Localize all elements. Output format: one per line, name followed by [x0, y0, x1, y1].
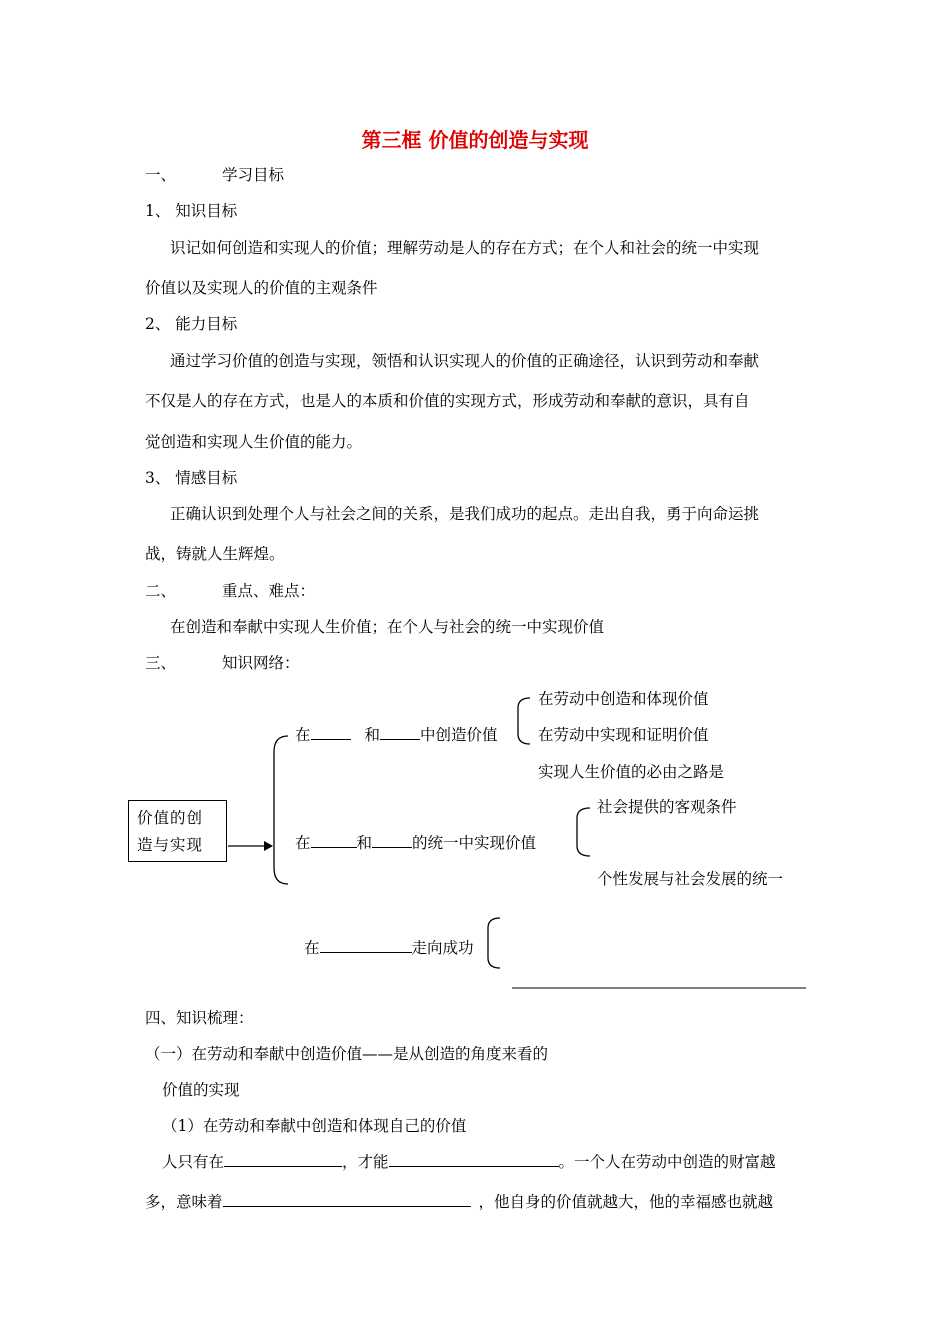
fill-blank[interactable]: [389, 1152, 559, 1167]
branch-text: 的统一中实现价值: [412, 834, 537, 852]
box-text: 价值的创: [137, 809, 204, 827]
branch-text: 在: [295, 726, 311, 744]
fill-blank[interactable]: [223, 1192, 471, 1207]
box-text: 造与实现: [137, 836, 204, 854]
fill-line-2: [145, 1190, 773, 1212]
branch-text: 中创造价值: [420, 726, 498, 744]
section-label: 重点、难点：: [222, 582, 316, 600]
fill-line-1: [162, 1150, 776, 1172]
section-number: 二、: [145, 582, 177, 600]
fill-text: ，才能: [342, 1153, 389, 1171]
branch1-label: [295, 723, 498, 745]
fill-text: 。一个人在劳动中创造的财富越: [558, 1153, 776, 1171]
diagram-root-box: [128, 800, 227, 862]
paragraph-line: 价值以及实现人的价值的主观条件: [145, 279, 378, 297]
subheading-ability: 2、 能力目标: [145, 315, 238, 333]
fill-text: 多，意味着: [145, 1193, 223, 1211]
fill-blank[interactable]: [224, 1152, 342, 1167]
page-title: 第三框 价值的创造与实现: [361, 128, 589, 152]
branch1-brace: [518, 698, 530, 744]
fill-blank[interactable]: [320, 938, 412, 953]
fill-text: ，他自身的价值就越大，他的幸福感也就越: [478, 1193, 774, 1211]
branch-text: 在: [304, 939, 320, 957]
paragraph-line: 战，铸就人生辉煌。: [145, 545, 285, 563]
paragraph-line: 在创造和奉献中实现人生价值；在个人与社会的统一中实现价值: [170, 618, 605, 636]
section-label: 知识网络：: [222, 654, 300, 672]
branch2-item: 社会提供的客观条件: [597, 798, 737, 816]
section-number: 一、: [145, 166, 177, 184]
subsection-heading: （一）在劳动和奉献中创造价值——是从创造的角度来看的: [145, 1045, 549, 1063]
branch1-item: 在劳动中创造和体现价值: [538, 690, 709, 708]
subheading-knowledge: 1、 知识目标: [145, 202, 238, 220]
section-4-heading: 四、知识梳理：: [145, 1009, 254, 1027]
branch-text: 在: [295, 834, 311, 852]
section-number: 三、: [145, 654, 177, 672]
fill-blank[interactable]: [311, 725, 351, 740]
paragraph-line: 不仅是人的存在方式，也是人的本质和价值的实现方式，形成劳动和奉献的意识，具有自: [145, 392, 750, 410]
paragraph-line: 通过学习价值的创造与实现，领悟和认识实现人的价值的正确途径，认识到劳动和奉献: [170, 352, 760, 370]
branch-text: 和: [356, 834, 373, 852]
branch2-label: [295, 831, 536, 853]
subsection-item: （1）在劳动和奉献中创造和体现自己的价值: [162, 1117, 467, 1135]
paragraph-line: 正确认识到处理个人与社会之间的关系，是我们成功的起点。走出自我，勇于向命运挑: [170, 505, 760, 523]
main-brace: [274, 736, 288, 884]
subsection-sub: 价值的实现: [162, 1081, 240, 1099]
fill-blank[interactable]: [380, 725, 420, 740]
branch3-brace: [488, 918, 500, 968]
branch1-note: 实现人生价值的必由之路是: [538, 763, 725, 781]
fill-blank[interactable]: [311, 833, 357, 848]
branch1-item: 在劳动中实现和证明价值: [538, 726, 709, 744]
section-label: 学习目标: [222, 166, 285, 184]
branch-text: 走向成功: [411, 939, 474, 957]
paragraph-line: 觉创造和实现人生价值的能力。: [145, 433, 363, 451]
fill-blank[interactable]: [372, 833, 412, 848]
fill-text: 人只有在: [162, 1153, 225, 1171]
branch-text: 和: [364, 726, 381, 744]
arrow-head: [264, 841, 273, 851]
branch3-label: [304, 936, 474, 958]
branch2-brace: [577, 808, 590, 856]
subheading-emotion: 3、 情感目标: [145, 469, 238, 487]
branch2-item: 个性发展与社会发展的统一: [597, 870, 784, 888]
paragraph-line: 识记如何创造和实现人的价值；理解劳动是人的存在方式；在个人和社会的统一中实现: [170, 239, 760, 257]
